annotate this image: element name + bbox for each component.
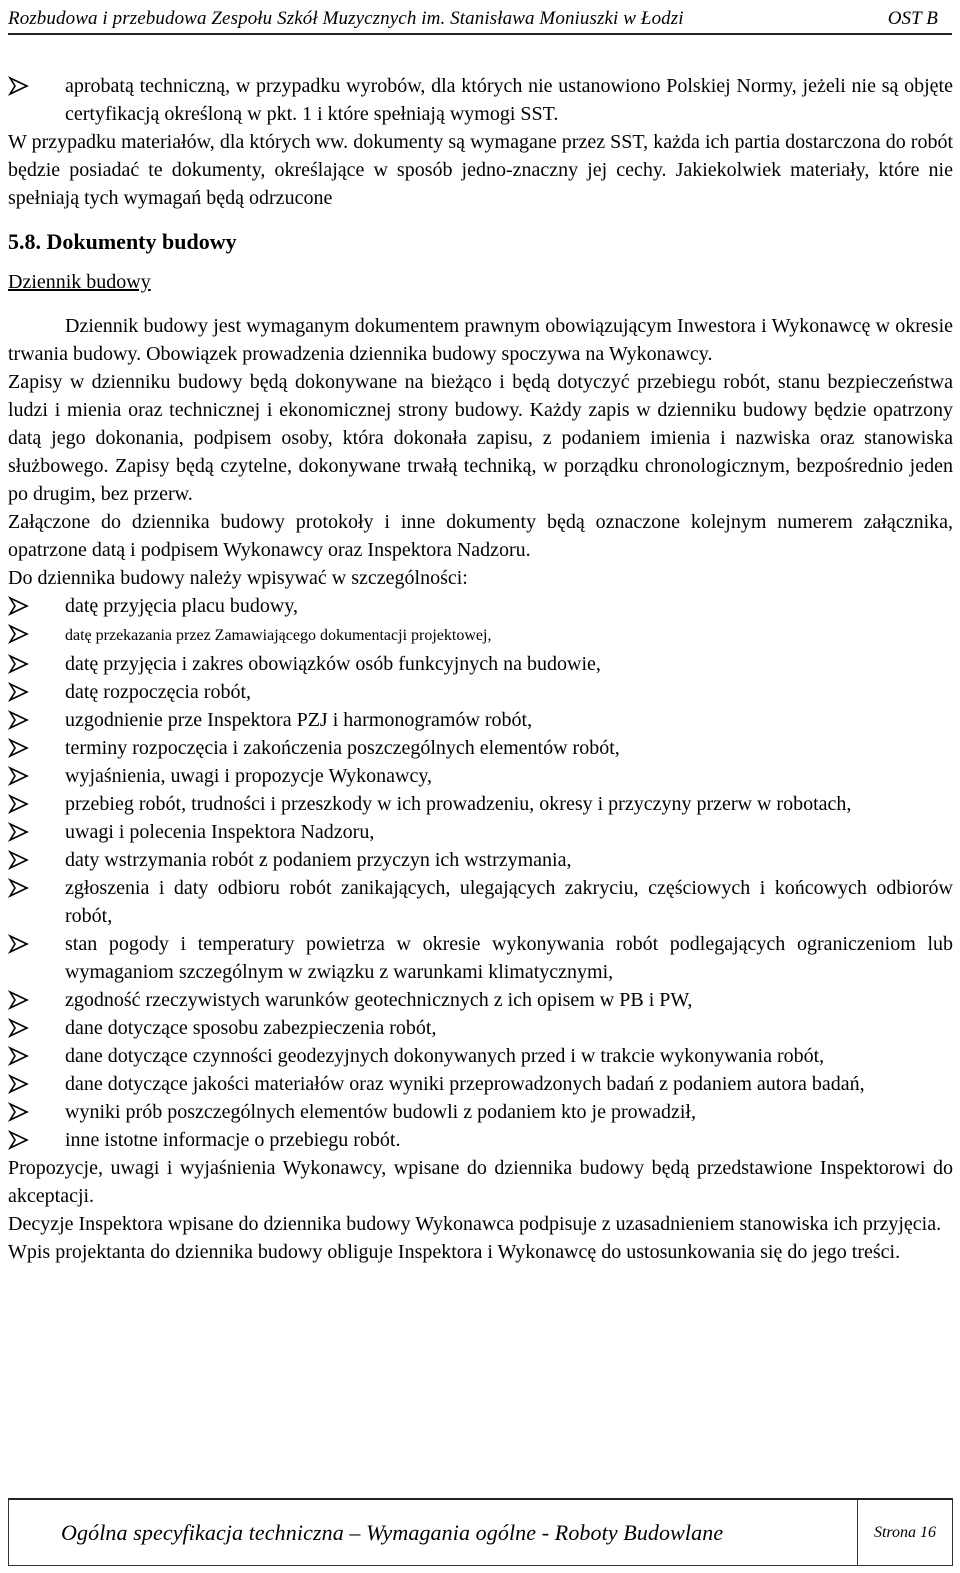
paragraph: Dziennik budowy jest wymaganym dokumentem prawnym obowiązującym Inwestora i Wykonawcę w okresie trwania budowy. Obowiązek prowadzenia dziennika budowy spoczywa na Wykonawcy. [8,315,953,365]
list-item [8,678,953,706]
list-item [8,72,953,128]
paragraph: W przypadku materiałów, dla których ww. dokumenty są wymagane przez SST, każda ich partia dostarczona do robót będzie posiadać te dokumenty, określające w sposób jedno-znaczny jej cechy. Jakiekolwiek materiały, które nie spełniają tych wymagań będą odrzucone [8,131,953,209]
arrow-bullet-icon [8,1070,30,1098]
paragraph: Propozycje, uwagi i wyjaśnienia Wykonawcy, wpisane do dziennika budowy będą przedstawione Inspektorowi do akceptacji. [8,1157,953,1207]
list-item-text: wyjaśnienia, uwagi i propozycje Wykonawcy, [65,765,433,787]
list-item-text: dane dotyczące czynności geodezyjnych dokonywanych przed i w trakcie wykonywania robót, [65,1045,825,1067]
list-item [8,930,953,986]
list-item [8,1098,953,1126]
header-title: Rozbudowa i przebudowa Zespołu Szkół Muzycznych im. Stanisława Moniuszki w Łodzi [8,8,684,29]
document-body [8,72,953,1266]
list-item [8,1042,953,1070]
list-item-text: zgodność rzeczywistych warunków geotechnicznych z ich opisem w PB i PW, [65,989,693,1011]
page-number: Strona 16 [873,1523,937,1541]
list-item-text: datę rozpoczęcia robót, [65,681,252,703]
arrow-bullet-icon [8,1126,30,1154]
paragraph: Wpis projektanta do dziennika budowy obliguje Inspektora i Wykonawcę do ustosunkowania się do jego treści. [8,1241,901,1263]
paragraph: Załączone do dziennika budowy protokoły i inne dokumenty będą oznaczone kolejnym numerem załącznika, opatrzone datą i podpisem Wykonawcy oraz Inspektora Nadzoru. [8,511,953,561]
page-header [8,3,952,35]
list-item-text: terminy rozpoczęcia i zakończenia poszczególnych elementów robót, [65,737,620,759]
list-item-text: aprobatą techniczną, w przypadku wyrobów, dla których nie ustanowiono Polskiej Normy, jeżeli nie są objęte certyfikacją określoną w pkt. 1 i które spełniają wymogi SST. [65,75,953,125]
arrow-bullet-icon [8,818,30,846]
paragraph: Zapisy w dzienniku budowy będą dokonywane na bieżąco i będą dotyczyć przebiegu robót, stanu bezpieczeństwa ludzi i mienia oraz technicznej i ekonomicznej strony budowy. Każdy zapis w dzienniku budowy będzie opatrzony datą jego dokonania, podpisem osoby, która dokonała zapisu, z podaniem imienia i nazwiska oraz stanowiska służbowego. Zapisy będą czytelne, dokonywane trwałą techniką, w porządku chronologicznym, bezpośrednio jeden po drugim, bez przerw. [8,371,953,505]
list-item-text: uzgodnienie prze Inspektora PZJ i harmonogramów robót, [65,709,533,731]
arrow-bullet-icon [8,734,30,762]
bullet-list [8,592,953,1154]
list-item [8,1126,953,1154]
arrow-bullet-icon [8,762,30,790]
section-heading: 5.8. Dokumenty budowy [8,229,237,254]
arrow-bullet-icon [8,678,30,706]
arrow-bullet-icon [8,620,30,648]
arrow-bullet-icon [8,592,30,620]
list-item-text: zgłoszenia i daty odbioru robót zanikających, ulegających zakryciu, częściowych i końcowych odbiorów robót, [65,877,953,927]
list-item [8,1014,953,1042]
list-item [8,874,953,930]
arrow-bullet-icon [8,650,30,678]
list-item [8,650,953,678]
list-item-text: uwagi i polecenia Inspektora Nadzoru, [65,821,375,843]
arrow-bullet-icon [8,874,30,902]
arrow-bullet-icon [8,1042,30,1070]
list-item-text: datę przyjęcia placu budowy, [65,595,299,617]
arrow-bullet-icon [8,846,30,874]
list-item [8,762,953,790]
paragraph: Decyzje Inspektora wpisane do dziennika budowy Wykonawca podpisuje z uzasadnieniem stanowiska ich przyjęcia. [8,1213,942,1235]
list-item-text: inne istotne informacje o przebiegu robót. [65,1129,401,1151]
list-item [8,1070,953,1098]
arrow-bullet-icon [8,790,30,818]
list-item [8,846,953,874]
list-item-text: dane dotyczące sposobu zabezpieczenia robót, [65,1017,437,1039]
list-item-text: daty wstrzymania robót z podaniem przyczyn ich wstrzymania, [65,849,572,871]
list-item [8,620,953,650]
list-item [8,818,953,846]
list-item [8,986,953,1014]
paragraph: Do dziennika budowy należy wpisywać w szczególności: [8,567,468,589]
list-item [8,592,953,620]
subsection-heading: Dziennik budowy [8,271,151,293]
list-item-text: dane dotyczące jakości materiałów oraz wyniki przeprowadzonych badań z podaniem autora badań, [65,1073,865,1095]
list-item-text: datę przekazania przez Zamawiającego dokumentacji projektowej, [65,627,492,644]
arrow-bullet-icon [8,1014,30,1042]
page-footer [8,1498,953,1566]
header-code: OST B [887,8,938,29]
list-item-text: datę przyjęcia i zakres obowiązków osób funkcyjnych na budowie, [65,653,601,675]
list-item-text: wyniki prób poszczególnych elementów budowli z podaniem kto je prowadził, [65,1101,696,1123]
list-item-text: stan pogody i temperatury powietrza w okresie wykonywania robót podlegających ograniczeniom lub wymaganiom szczególnym w związku z warunkami klimatycznymi, [65,933,953,983]
arrow-bullet-icon [8,1098,30,1126]
footer-title: Ogólna specyfikacja techniczna – Wymagania ogólne - Roboty Budowlane [61,1519,724,1545]
list-item [8,706,953,734]
arrow-bullet-icon [8,986,30,1014]
arrow-bullet-icon [8,72,30,100]
list-item-text: przebieg robót, trudności i przeszkody w ich prowadzeniu, okresy i przyczyny przerw w robotach, [65,793,852,815]
arrow-bullet-icon [8,930,30,958]
list-item [8,734,953,762]
list-item [8,790,953,818]
arrow-bullet-icon [8,706,30,734]
